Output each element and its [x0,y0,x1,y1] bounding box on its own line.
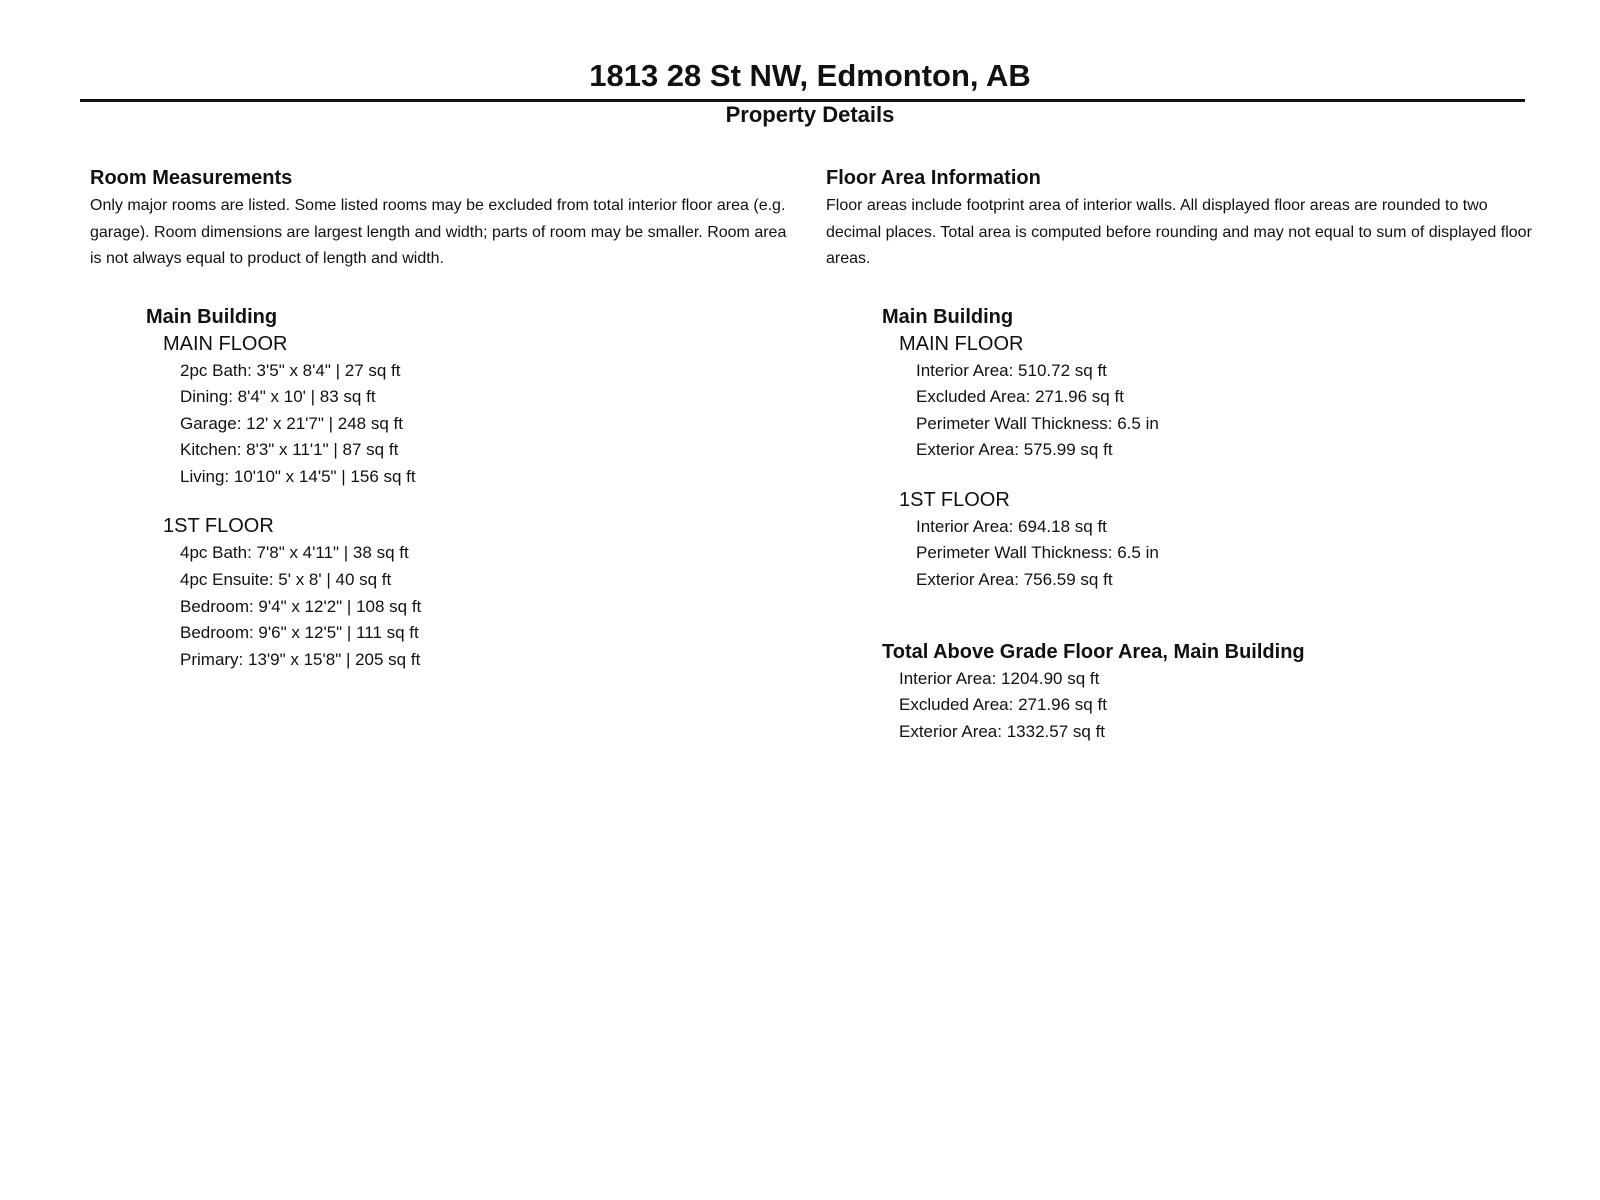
room-item: Bedroom: 9'6" x 12'5" | 111 sq ft [180,623,419,643]
area-item: Interior Area: 694.18 sq ft [916,516,1107,536]
room-building-block [146,303,790,674]
room-item: 2pc Bath: 3'5" x 8'4" | 27 sq ft [180,360,401,380]
area-item: Excluded Area: 271.96 sq ft [916,387,1124,407]
room-item: Kitchen: 8'3" x 11'1" | 87 sq ft [180,440,399,460]
floor-area-heading: Floor Area Information [826,167,1041,189]
room-floor-first [163,513,790,673]
floor-area-section [826,165,1541,745]
area-floor-title: 1ST FLOOR [899,488,1010,511]
room-item: Bedroom: 9'4" x 12'2" | 108 sq ft [180,596,422,616]
total-area-title: Total Above Grade Floor Area, Main Building [882,640,1305,663]
room-list [163,540,790,673]
page-subtitle: Property Details [725,102,895,127]
area-building-title: Main Building [882,305,1014,328]
total-area-block [882,638,1541,746]
room-item: Garage: 12' x 21'7" | 248 sq ft [180,413,403,433]
area-building-block [882,303,1541,594]
room-item: 4pc Bath: 7'8" x 4'11" | 38 sq ft [180,543,409,563]
area-list [899,358,1541,464]
room-item: 4pc Ensuite: 5' x 8' | 40 sq ft [180,570,392,590]
room-floor-title: MAIN FLOOR [163,332,288,355]
area-list [899,514,1541,594]
area-floor-title: MAIN FLOOR [899,332,1024,355]
floor-area-description: Floor areas include footprint area of interior walls. All displayed floor areas are rounded to two decimal places. Total area is computed before rounding and may not equal to sum of displayed floor areas. [826,197,1532,267]
area-item: Exterior Area: 575.99 sq ft [916,440,1113,460]
area-item: Exterior Area: 756.59 sq ft [916,570,1113,590]
total-area-item: Interior Area: 1204.90 sq ft [899,668,1100,688]
room-item: Primary: 13'9" x 15'8" | 205 sq ft [180,649,421,669]
room-list [163,358,790,491]
area-item: Perimeter Wall Thickness: 6.5 in [916,413,1159,433]
room-building-title: Main Building [146,305,278,328]
total-area-item: Exterior Area: 1332.57 sq ft [899,721,1106,741]
room-measurements-heading: Room Measurements [90,167,293,189]
room-floor-main [163,331,790,491]
total-area-item: Excluded Area: 271.96 sq ft [899,695,1107,715]
total-area-list [882,666,1541,746]
area-item: Interior Area: 510.72 sq ft [916,360,1107,380]
area-item: Perimeter Wall Thickness: 6.5 in [916,543,1159,563]
room-item: Living: 10'10" x 14'5" | 156 sq ft [180,466,416,486]
room-item: Dining: 8'4" x 10' | 83 sq ft [180,387,376,407]
room-floor-title: 1ST FLOOR [163,515,274,538]
room-measurements-section [90,165,790,673]
page-title: 1813 28 St NW, Edmonton, AB [589,58,1031,93]
area-floor-first [899,487,1541,594]
room-measurements-description: Only major rooms are listed. Some listed rooms may be excluded from total interior floor area (e.g. garage). Room dimensions are largest length and width; parts of room may be smaller. Room area is not always equal to product of length and width. [90,197,787,267]
area-floor-main [899,331,1541,464]
